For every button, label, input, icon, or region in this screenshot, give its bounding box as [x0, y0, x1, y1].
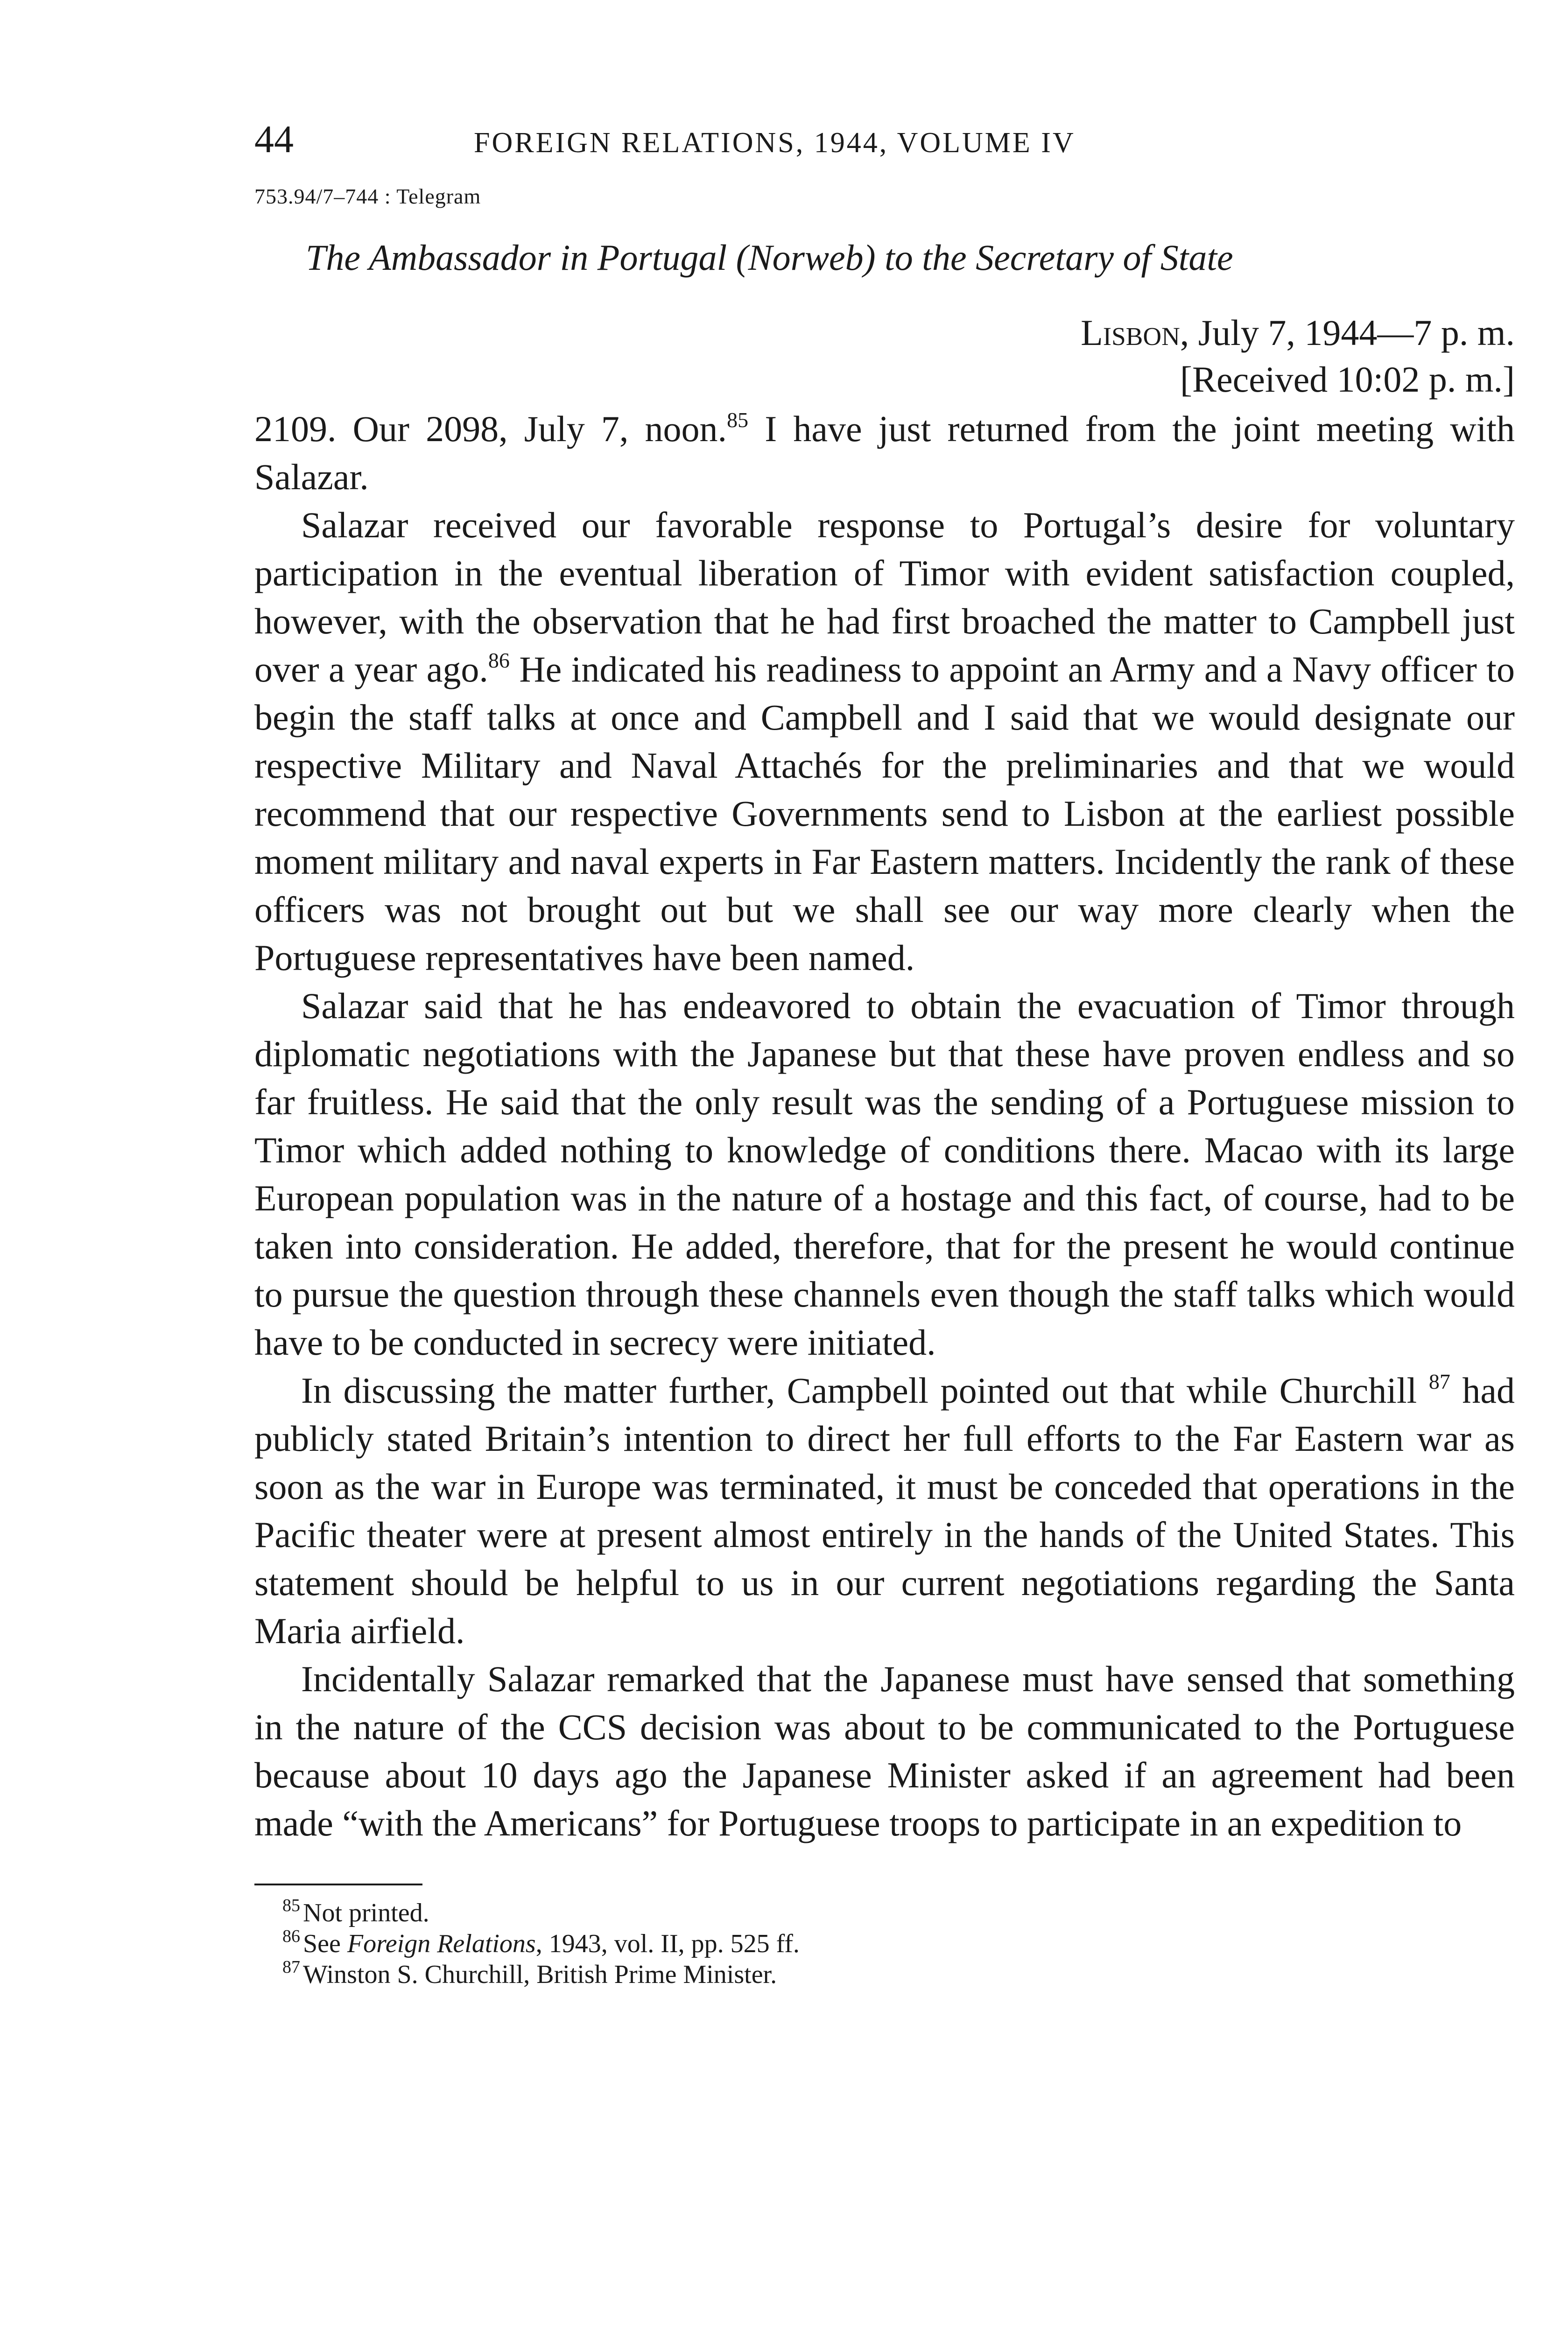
- footnote-text-post: , 1943, vol. II, pp. 525 ff.: [535, 1929, 800, 1958]
- footnote-text: Not printed.: [303, 1898, 429, 1927]
- telegram-body: [254, 405, 1515, 1847]
- paragraph-2: [254, 501, 1515, 982]
- paragraph-1-text-a: 2109. Our 2098, July 7, noon.: [254, 408, 727, 449]
- paragraph-1-text-b: I have just returned from the joint meeting with Salazar.: [254, 408, 1515, 497]
- dateline-date: , July 7, 1944—7 p. m.: [1180, 312, 1515, 353]
- footnote-87: [282, 1959, 1515, 1990]
- footnote-mark: 85: [282, 1896, 300, 1915]
- paragraph-1: [254, 405, 1515, 501]
- footnote-text: Winston S. Churchill, British Prime Minister.: [303, 1960, 777, 1989]
- running-head-title: FOREIGN RELATIONS, 1944, VOLUME IV: [474, 127, 1076, 159]
- footnote-85: [282, 1898, 1515, 1928]
- paragraph-2-text-b: He indicated his readiness to appoint an Army and a Navy officer to begin the staff talks at once and Campbell and I said that we would designate our respective Military and Naval Attachés for the preliminaries and that we would recommend that our respective Governments send to Lisbon at the earliest possible moment military and naval experts in Far Eastern matters. Incidently the rank of these officers was not brought out but we shall see our way more clearly when the Portuguese representatives have been named.: [254, 649, 1515, 978]
- document-title: The Ambassador in Portugal (Norweb) to the Secretary of State: [306, 237, 1233, 278]
- dateline-sent: [254, 309, 1515, 356]
- dateline-received: [Received 10:02 p. m.]: [1180, 359, 1515, 400]
- footnote-ref-85: 85: [727, 408, 749, 432]
- footnotes: [254, 1898, 1515, 1990]
- paragraph-2-text-a: Salazar received our favorable response to Portugal’s desire for voluntary participation in the eventual liberation of Timor with evident satisfaction coupled, however, with the observation that he had first broached the matter to Campbell just over a year ago.: [254, 505, 1515, 689]
- footnote-divider: [254, 1884, 422, 1885]
- footnote-text-pre: See: [303, 1929, 347, 1958]
- footnote-ref-87: 87: [1428, 1370, 1450, 1393]
- file-number: 753.94/7–744 : Telegram: [254, 184, 481, 208]
- page-number: 44: [254, 118, 294, 161]
- document-page: [254, 117, 1515, 1990]
- footnote-mark: 86: [282, 1926, 300, 1946]
- paragraph-3: Salazar said that he has endeavored to obtain the evacuation of Timor through diplomatic negotiations with the Japanese but that these have proven endless and so far fruitless. He said that the only result was the sending of a Portuguese mission to Timor which added nothing to knowledge of conditions there. Macao with its large European population was in the nature of a hostage and this fact, of course, had to be taken into consideration. He added, therefore, that for the present he would continue to pursue the question through these channels even though the staff talks which would have to be conducted in secrecy were initiated.: [254, 985, 1515, 1363]
- dateline: [254, 309, 1515, 403]
- footnote-ref-86: 86: [488, 648, 510, 672]
- paragraph-4-text-b: had publicly stated Britain’s intention to direct her full efforts to the Far Eastern war as soon as the war in Europe was terminated, it must be conceded that operations in the Pacific theater were at present almost entirely in the hands of the United States. This statement should be helpful to us in our current negotiations regarding the Santa Maria airfield.: [254, 1370, 1515, 1651]
- footnote-86: [282, 1928, 1515, 1959]
- dateline-location: Lisbon: [1081, 312, 1180, 353]
- footnote-cited-title: Foreign Relations: [347, 1929, 536, 1958]
- footnote-mark: 87: [282, 1957, 300, 1977]
- running-head: [254, 117, 1515, 168]
- paragraph-5: Incidentally Salazar remarked that the Japanese must have sensed that something in the nature of the CCS decision was about to be communicated to the Portuguese because about 10 days ago the Japanese Minister asked if an agreement had been made “with the Americans” for Portuguese troops to participate in an expedition to: [254, 1659, 1515, 1843]
- paragraph-4-text-a: In discussing the matter further, Campbell pointed out that while Churchill: [301, 1370, 1417, 1411]
- paragraph-4: [254, 1366, 1515, 1655]
